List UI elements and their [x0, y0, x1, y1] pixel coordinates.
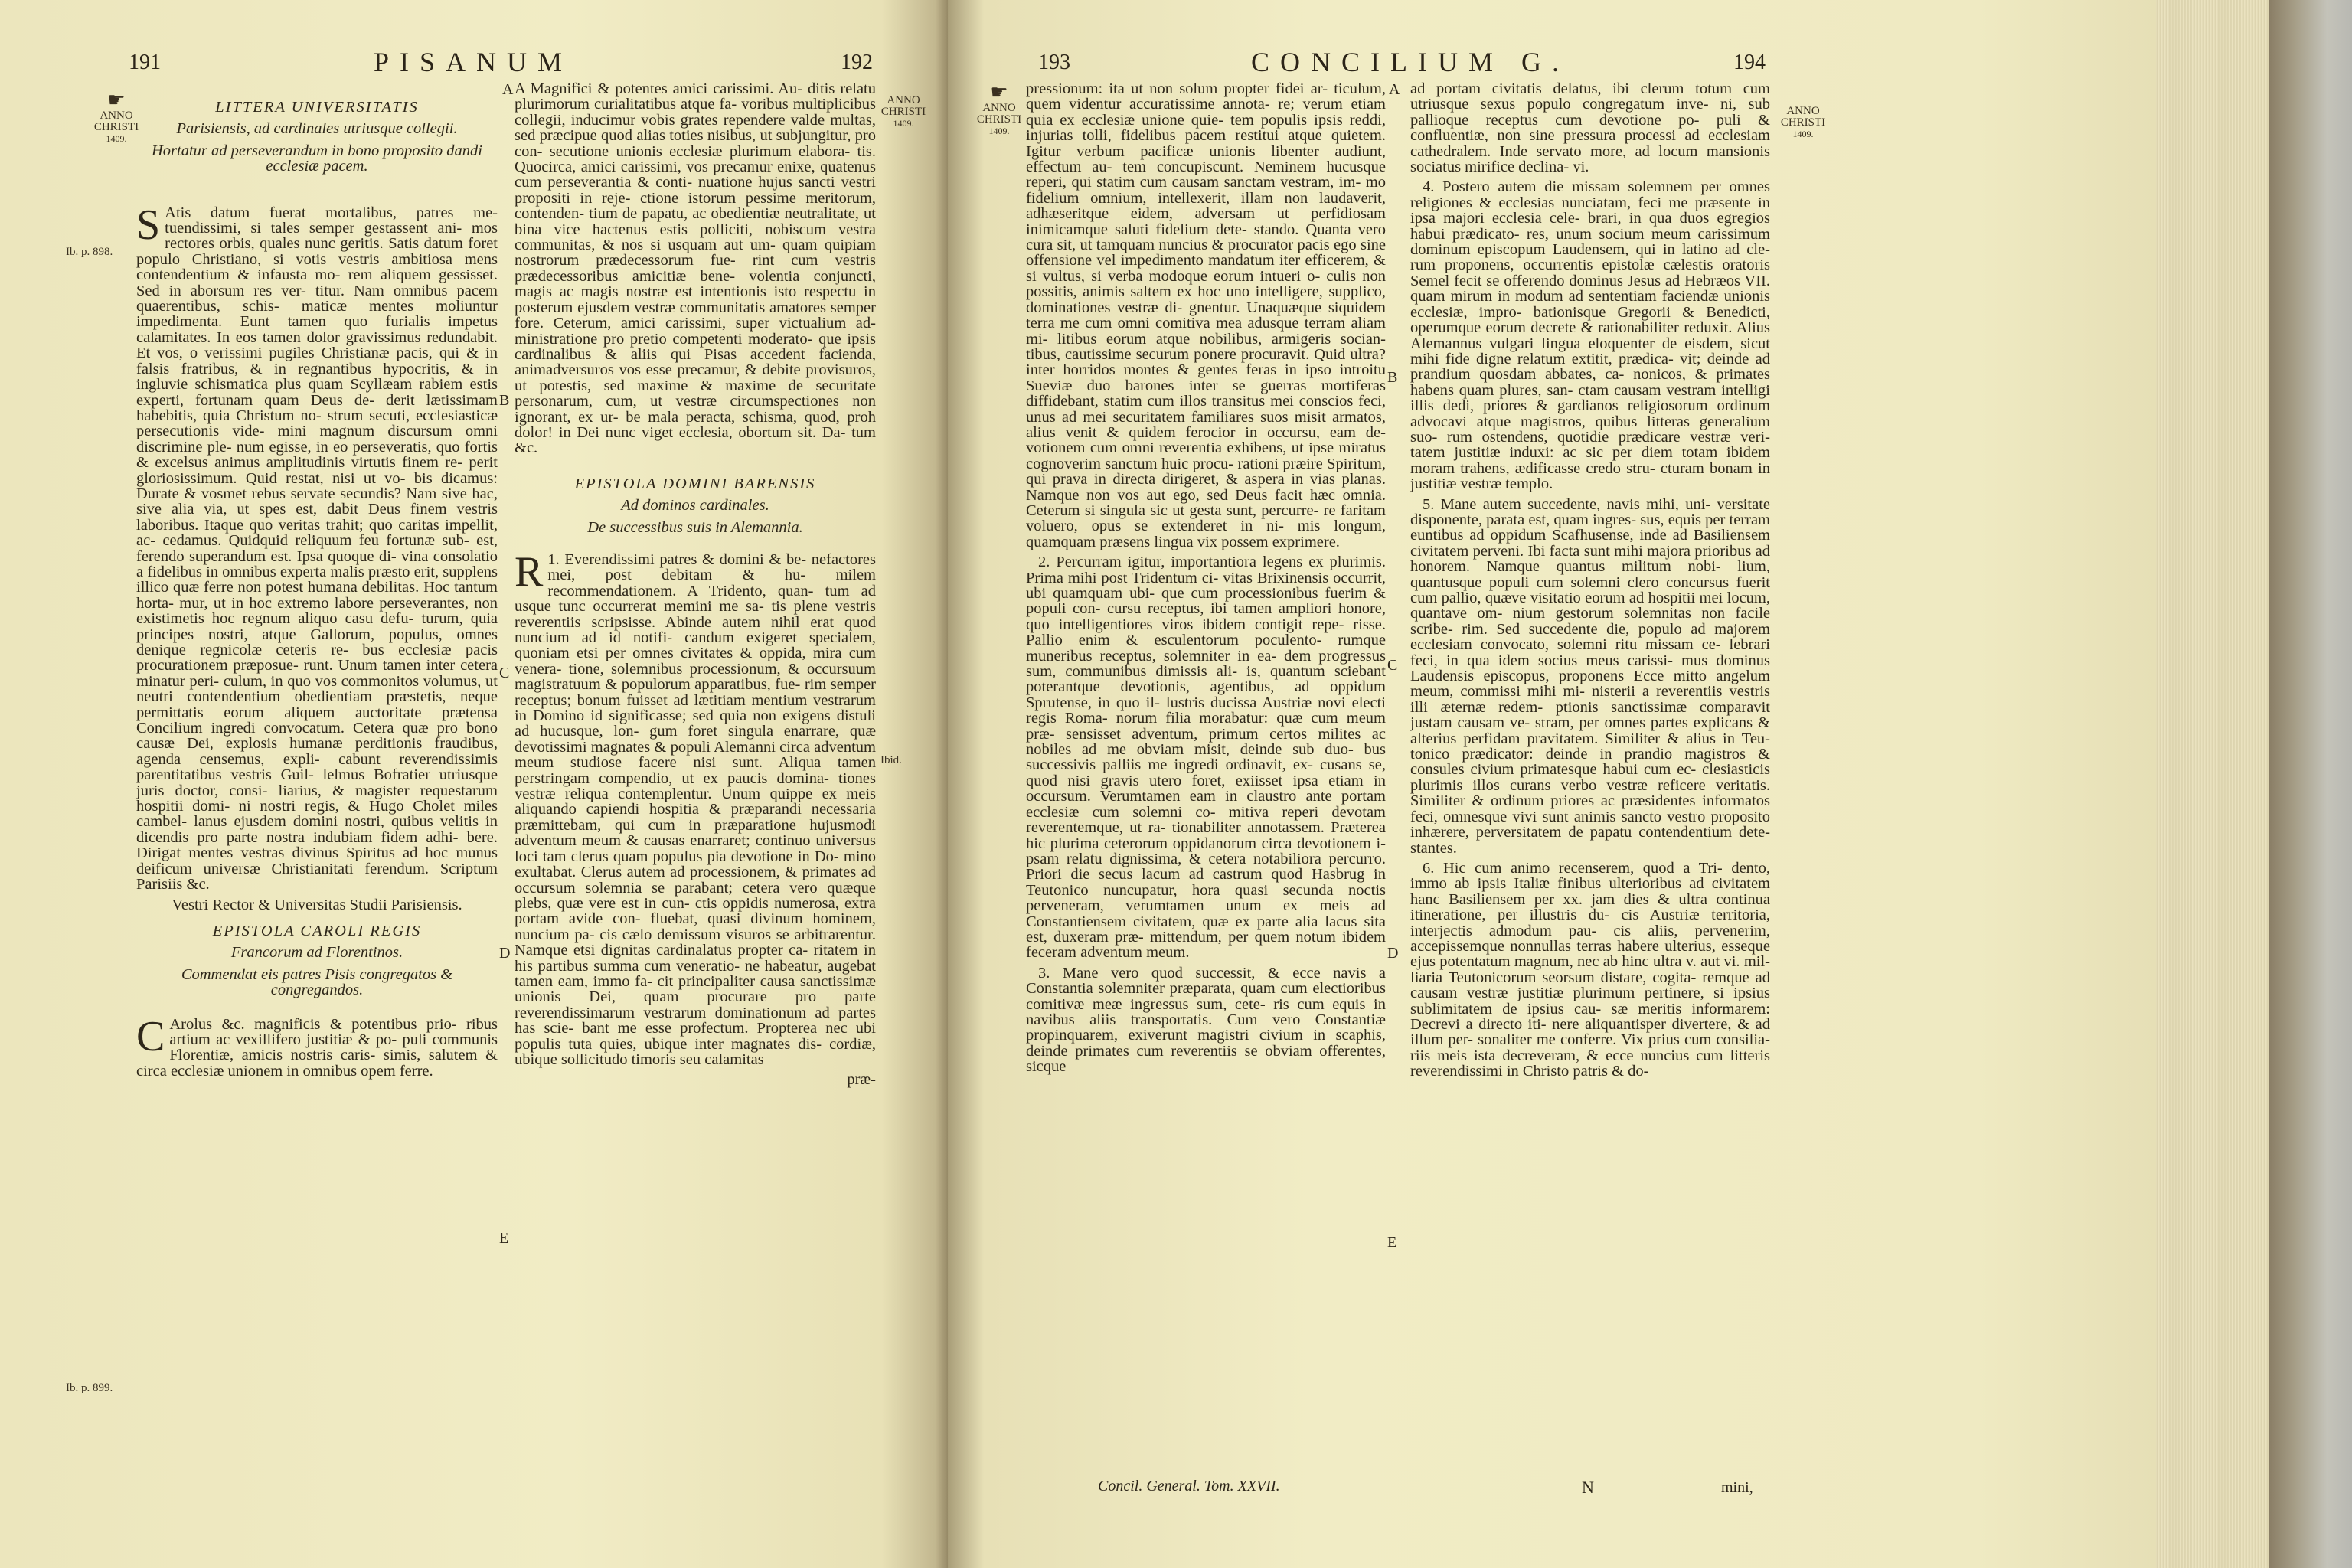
page-edges — [2156, 0, 2269, 1568]
margin-year: 1409. — [1792, 129, 1814, 139]
catchword: mini, — [1721, 1479, 1753, 1496]
catchword: præ- — [847, 1071, 876, 1089]
section-letter: C — [1387, 657, 1398, 674]
paragraph-number: 1. — [547, 550, 560, 568]
letter-signature: Vestri Rector & Universitas Studii Parisiensis. — [172, 896, 462, 913]
paragraph-number: 2. — [1038, 554, 1050, 571]
page-number: 194 — [1733, 51, 1766, 74]
running-title: CONCILIUM G. — [1251, 47, 1570, 77]
letter-heading: EPISTOLA CAROLI REGIS — [212, 922, 422, 939]
paragraph-number: 3. — [1038, 964, 1050, 982]
margin-christi: CHRISTI — [976, 113, 1022, 126]
letter-summary: De successibus suis in Alemannia. — [587, 518, 803, 536]
margin-ibid: Ibid. — [880, 754, 902, 766]
letter-body: A Magnifici & potentes amici carissimi. Au- ditis relatu plurimorum curialitatibus atque fa- voribus multiplicibus collegii, inducimur vobis grates rependere valde multas, sed præcipue quod alias toties nisibus, ut subjungitur, pro con- secutione unionis ecclesiæ plurimum elabora- tis. Quocirca, amici carissimi, vos precamur enixe, quatenus cum perseverantia & conti- nuatione hujus sancti vestri propositi in reje- ctione istorum pessime meritorum, contenden- tium de papatu, ac obedientiæ neutralitate, ut bina vice hactenus estis polliciti, nobiscum vestra communitas, & nos si usquam aut um- quam quipiam nostrorum prædecessorum fue- rint cum vestris prædecessoribus amicitiæ bene- volentia conjuncti, magis ac magis nostræ est intentionis isto respectu in posterum ejusdem vestræ communitatis amatores semper fore. Ceterum, amici carissimi, super victualium ad- ministratione pro pretio competenti moderato- que ipsis cardinalibus & aliis qui Pisas accedent facienda, animadversuros vos esse precamur, & debite provisuros, ut potestis, sed maxime & maxime de securitate personarum, cum, ut vestræ circumspectiones non ignorant, ex ur- be mala peracta, schisma, quod, proh dolor! in Dei nunc viget ecclesia, obortum sit. Da- tum &c. — [514, 80, 876, 457]
section-letter: B — [499, 392, 510, 409]
section-letter: A — [502, 81, 514, 98]
paragraph-number: 6. — [1423, 859, 1435, 877]
letter-body: Hic cum animo recenserem, quod a Tri- dento, immo ab ipsis Italiæ finibus ulterioribus ad civitatem hanc Basiliensem per xx. jam dies & ultra continua itineratione, per illustris du- cis Austriæ territoria, interjectis admodum pau- cis aliis, pervenerim, accepissemque nonnullas terras habere ulterius, esseque ejus potentatum magnum, nec ab hinc ultra v. aut vi. mil- liaria Teutonicorum seorsum distare, cogita- remque ad causam vestræ justitiæ plurimum pertinere, si ipsius sublimitatem de ipsius cau- sæ meritis informarem: Decrevi a directo iti- nere aliquantisper divertere, & ad illum per- sonaliter me conferre. Vix prius cum consilia- riis meis ista decreveram, & ecce nuncius cum litteris reverendissimi in Christo patris & do- — [1410, 859, 1770, 1080]
letter-body: Mane autem succedente, navis mihi, uni- versitate disponente, parata est, quam ingres- sus, equis per terram euntibus ad oppidum Scafhusense, inde ad Basiliensem civitatem perveni. Ibi facta sunt mihi majora prioribus ad honorem. Namque quantus militum nobi- lium, quantusque populi cum solemni clero concursus fuerit cum pallio, quæve visitatio eorum ad hospitii mei locum, quantave om- nium gestorum solemnitas non facile scribe- rim. Sed succedente die, populo ad majorem ecclesiam convocato, solemni ritu missam ce- lebrari feci, in qua idem socius meus carissi- mus dominus Laudensis episcopus, proponens Ecce mitto angelum meum, commissi mihi mi- nisterii a reverentiis vestris illi æternæ redem- ptionis sanctissimæ comparavit justam causam ve- stram, per omnes partes explicans & alterius perfidam pravitatem. Similiter & alius in Teu- tonico prædicator: deinde in prandio magistros & consules civium primatesque habui cum ec- clesiasticis plurimis illos curans verbo vestræ reficere veritatis. Similiter & ordinum priores ac præsidentes informatos feci, omnesque vivi sunt animis sancto vestro proposito inhærere, perversitatem de papatu contendentium dete- stantes. — [1410, 495, 1770, 857]
letter-subheading: Francorum ad Florentinos. — [230, 944, 403, 962]
margin-year: 1409. — [988, 126, 1010, 136]
section-letter: E — [499, 1230, 509, 1246]
pointing-hand-icon: ☛ — [107, 89, 126, 111]
margin-anno: ANNO — [982, 102, 1016, 114]
margin-year-note — [965, 83, 1034, 137]
margin-year-note — [1769, 106, 1838, 140]
paragraph-number: 5. — [1423, 495, 1435, 513]
running-title: PISANUM — [374, 47, 573, 77]
page-number: 192 — [841, 51, 873, 74]
letter-subheading: Parisiensis, ad cardinales utriusque collegii. — [176, 120, 458, 138]
section-letter: D — [1387, 945, 1399, 962]
section-letter: B — [1387, 369, 1398, 386]
letter-body: Everendissimi patres & domini & be- nefactores mei, post debitam & hu- milem recommendationem. A Tridento, quan- tum ad usque tunc occurrerat memini me sa- tis plene vestris reverentiis scripsisse. Abinde autem nihil erat quod nuncium ad id notifi- candum exigeret specialem, quoniam etsi per omnes civitates & oppida, mira cum venera- tione, solemnibus processionum, & occursuum magistratuum & populorum apparatibus, fue- rim semper receptus; bonum fuisset ad lætitiam mentium vestrarum in Domino id significasse; sed quia non exigens distuli ad hucusque, lon- gum foret singula enarrare, quæ devotissimi magnates & populi Alemanni circa adventum meum studiose facere nisi sunt. Aliqua tamen perstringam compendio, ut ex paucis domina- tiones vestræ reliqua contemplentur. Unum quippe ex meis aliquando capiendi hospitia & præparandi necessaria præmittebam, qui cum in præparatione hujusmodi adventum meum & causas enarraret; continuo universus loci tam clerus quam populus pia devotione in Do- mino exultabat. Clerus autem ad processionem, & primates ad occursum solemnia se parabant; cetera vero quæque plebs, quæ vere est in cun- ctis oppidis numerosa, extra portam avide con- fluebat, quasi divinum hominem, nuncium pa- cis cælo demissum visuros se arbitrarentur. Namque etsi dignitas cardinalatus propter ca- ritatem in his partibus summa cum veneratio- ne habeatur, augebat tamen eam, immo fa- cit principaliter causa sanctissimæ unionis Dei, quam procurare pro parte reverendissimarum vestrarum dominationum ad partes has scie- bant me esse profectum. Propterea nec ubi populis tuta quies, ubique inter magnates dis- cordiæ, ubique sollicitudo timoris seu calamitas — [514, 550, 877, 1068]
letter-subheading: Ad dominos cardinales. — [621, 497, 769, 514]
letter-body: Arolus &c. magnificis & potentibus prio- ribus artium ac vexillifero justitiæ & po- puli communis Florentiæ, amicis nostris caris- simis, salutem & circa ecclesiæ unionem in omnibus opem ferre. — [136, 1015, 498, 1080]
letter-summary: Commendat eis patres Pisis congregatos & congregandos. — [181, 965, 453, 999]
pointing-hand-icon: ☛ — [990, 81, 1008, 103]
margin-anno: ANNO — [887, 94, 920, 106]
letter-heading: EPISTOLA DOMINI BARENSIS — [574, 475, 816, 492]
margin-christi: CHRISTI — [1780, 116, 1826, 129]
footer-volume: Concil. General. Tom. XXVII. — [1098, 1478, 1280, 1494]
letter-summary: Hortatur ad perseverandum in bono proposito dandi ecclesiæ pacem. — [151, 142, 482, 175]
letter-body: ad portam civitatis delatus, ibi clerum totum cum utriusque sexus populo congregatum inve- ni, sub pallioque receptus cum devotione po- puli & confluentiæ, non sine pressura processi ad ecclesiam cathedralem. Inde servato more, ad locum mansionis sociatus mirifice declina- vi. — [1410, 80, 1770, 176]
margin-christi: CHRISTI — [880, 106, 926, 118]
page-number: 193 — [1038, 51, 1070, 74]
text-column — [514, 81, 876, 1093]
letter-body: Mane vero quod successit, & ecce navis a Constantia solemniter præparata, quam cum electioribus comitivæ meæ ingressus sum, cete- ris cum equis in navibus aliis transportatis. Cum vero Constantiæ propinquarem, exiverunt magistri civium in scaphis, deinde primates cum reverentiis se obviam offerentes, sicque — [1026, 964, 1387, 1076]
section-letter: D — [499, 945, 511, 962]
margin-christi: CHRISTI — [93, 121, 139, 133]
margin-year: 1409. — [893, 118, 914, 129]
page-number: 191 — [129, 51, 161, 74]
text-column — [1410, 81, 1770, 1084]
margin-year: 1409. — [106, 133, 127, 144]
letter-body: Atis datum fuerat mortalibus, patres me- tuendissimi, si tales semper gestassent ani- mos rectores orbis, quales nunc geritis. Satis datum foret populo Christiano, si votis vestris ambitiosa mens contendentium & infausta mo- rem aliquem gessisset. Sed in aborsum res ver- titur. Nam omnibus pacem quaerentibus, schis- maticæ mentes moliuntur impedimenta. Eunt tamen quo furialis impetus calamitates. In eos tamen dolor gravissimus redundabit. Et vos, o verissimi pugiles Christianæ pacis, qui & in falsis fratribus, & in regnantibus hypocritis, & in ingluvie schismatica plus quam Scyllæam rabiem estis experti, fortunam quam Deus de- derit lætissimam habebitis, quia Christum no- strum secuti, ecclesiasticæ persecutionis vide- mini magnum discursum omni discrimine ple- num egisse, in eo perseveratis, quo fortis & excelsus animus amplitudinis virtutis finem re- perit gloriosissimum. Quid restat, nisi ut vo- bis dicamus: Durate & vosmet rebus servate secundis? Nam sive hac, sive alia via, ut spes est, dabit Deus finem vestris laboribus. Itaque quo veritas trahit; quo caritas impellit, ac- cedamus. Quidquid reliquum feu fortunæ sub- est, ferendo superandum est. Ipsa quoque di- vina consolatio a fidelibus in omnibus experta malis præsto erit, supplens illico quæ ferre non potest humana debilitas. Hoc tantum horta- mur, ut in hoc extremo labore perseverantes, non existimetis hoc regnum aliquo casu defu- turum, quia principes nostri, atque Gallorum, populus, omnes denique regnicolæ ceteris re- bus ecclesiæ pacis procurationem præposue- runt. Unum tamen inter cetera minatur peri- culum, in quo vos commonitos volumus, ut neutri contendentium obedientiam præstetis, neque permittatis eorum aliquem auctoritate prætensa Concilium ingredi convocatum. Ceterа quæ pro bono causæ Dei, explosis humanæ perditionis fraudibus, agenda censemus, expli- cabunt reverendissimis parentitatibus vestris Guil- lelmus Bofratier utriusque juris doctor, consi- liarius, & magister requestarum hospitii domi- ni nostri regis, & Hugo Cholet miles cambel- lanus ejusdem domini nostri, quibus velitis in dicendis pro parte nostra indubiam fidem adhi- bere. Dirigat mentes vestras divinus Spiritus ad hoc munus deificum universæ Christianitati ferendum. Scriptum Parisiis &c. — [136, 204, 498, 893]
margin-year-note — [873, 95, 934, 129]
margin-anno: ANNO — [100, 109, 133, 122]
drop-cap: R — [514, 547, 544, 596]
section-letter: A — [1389, 81, 1400, 98]
text-column — [1026, 81, 1386, 1080]
drop-cap: C — [136, 1012, 165, 1060]
book-cover-edge — [2269, 0, 2352, 1568]
left-page — [0, 0, 948, 1568]
signature-mark: N — [1582, 1478, 1594, 1497]
margin-anno: ANNO — [1786, 105, 1820, 117]
right-page — [948, 0, 2156, 1568]
section-letter: E — [1387, 1234, 1397, 1251]
letter-body: Percurram igitur, importantiora legens ex plurimis. Prima mihi post Tridentum ci- vitas Brixinensis occurrit, ubi quamquam ubi- que cum processionibus fuerim & populi con- cursu receptus, ibi tamen ampliori honore, quo intelligentiores viros ibidem contigit repe- risse. Pallio enim & esculentorum poculento- rumque muneribus receptus, solemniter in ea- dem progressus sum, communibus dimissis ali- is, quantum sciebant poterantque devotionis, agentibus, ad oppidum Sprutense, in quo il- lustris ducissa Austriæ novi electi regis Roma- norum filia morabatur: quæ cum meum præ- sensisset adventum, primum certos milites ac nobiles ad me obviam misit, deinde sub duo- bus successivis palliis me ingredi ordinavit, ex- cusans se, quod nisi gravis utero foret, exiisset ipsa etiam in occursum. Verumtamen eam in claustro ante portam ecclesiæ cum solemni co- mitiva reperi devotam reverentemque, ut ra- tionabiliter annotassem. Præterea hic plurima ceterorum oppidanorum circa devotionem i- psam relatu dignissima, & cetera notabiliora percurro. Priori die secus lacum ad castrum quod Hasbrug in Teutonico nuncupatur, hora quasi secunda noctis perveneram, verumtamen unum ex meis ad Constantiensem civitatem, quæ ex parte alia lacus sita est, duxeram præ- mittendum, per quem notum ibidem feceram adventum meum. — [1026, 554, 1386, 962]
section-letter: C — [499, 665, 510, 681]
text-column — [136, 81, 498, 1083]
paragraph-number: 4. — [1423, 178, 1435, 196]
margin-reference: Ib. p. 898. — [66, 246, 113, 258]
margin-reference: Ib. p. 899. — [66, 1382, 113, 1394]
letter-heading: LITTERA UNIVERSITATIS — [215, 99, 419, 116]
letter-body: Postero autem die missam solemnem per omnes religiones & ecclesias nunciatam, feci me præsente in ipsa majori ecclesia cele- brari, in qua duos egregios habui prædicato- res, unum socium meum carissimum dominum episcopum Laudensem, qui in latino ad cle- rum proponens, occurrentis epistolæ cælestis oratoris Semel fecit se offerendo dominus Jesus ad Hebræos VII. quam mirum in modum ad sententiam faciendæ unionis ecclesiæ, impro- bationisque Gregorii & Benedicti, operumque eorum decrete & rationabiliter reduxit. Alius Alemannus vulgari lingua eloquenter de eisdem, sicut mihi fide digne relatum extitit, prædica- vit; deinde ad prandium quosdam abbates, ca- nonicos, & primates habens quam plures, san- ctam causam vestram intelligi illis dedi, priores & gardianos religiosorum ordinum advocavi atque magistros, quibus litteras generalium suo- rum ostendens, quotidie prædicare vestræ veri- tatem justitiæ induxi: ac sic per diem totam ibidem moram trahens, ædificasse credo stru- cturam bonam in justitiæ vestræ templo. — [1410, 178, 1771, 493]
letter-body: pressionum: ita ut non solum propter fidei ar- ticulum, quem videntur accuratissime annota- re; verum etiam quia ex ecclesiæ unione quie- tem populis ipsis reddi, injurias tolli, fidelibus pacem restitui atque quietem. Igitur verbum pacificæ unionis libenter audiunt, effectum au- tem concupiscunt. Neminem hucusque reperi, qui statim cum causam sanctam vestram, im- mo fidelium omnium, intellexerit, illam non laudaverit, adhæseritque eidem, adversam ut perfidiosam inimicamque saluti fidelium dete- stando. Quanta vero cura sit, ut tamquam nuncius & procurator pacis ego sine offensione vel impedimento mandatum iter efficerem, & si vultus, si verba modoque eorum intueri o- culis non possitis, animis saltem ex hoc uno intelligere, supplico, dominationes vestræ di- gnentur. Unaquæque siquidem terra me cum omni comitiva mea adusque terram aliam mi- litibus eorum atque nobilibus, armigeris socian- tibus, cautissime securum ponere procuravit. Quid ultra? inter horridos montes & gentes feras in ipso introitu Sueviæ duo barones inter se guerras mortiferas diffidebant, statim cum illos transitus mei conscios feci, unus ad mei securitatem familiares suos misit armatos, alius venit & quidem ferocior in occursu, eam de- votionem cum omni reverentia exhibens, ut ipse miratus cognoverim sanctum huic procu- rationi præire Spiritum, qui prava in directa dirigeret, & aspera in vias planas. Namque non vos aut ego, sed Deus facit hæc omnia. Ceterum si singula sic ut gesta sunt, percurre- re faritam voluero, opus se extenderet in ni- mis longum, quamquam præsens lingua vix possem exprimere. — [1026, 80, 1386, 550]
drop-cap: S — [136, 201, 161, 249]
